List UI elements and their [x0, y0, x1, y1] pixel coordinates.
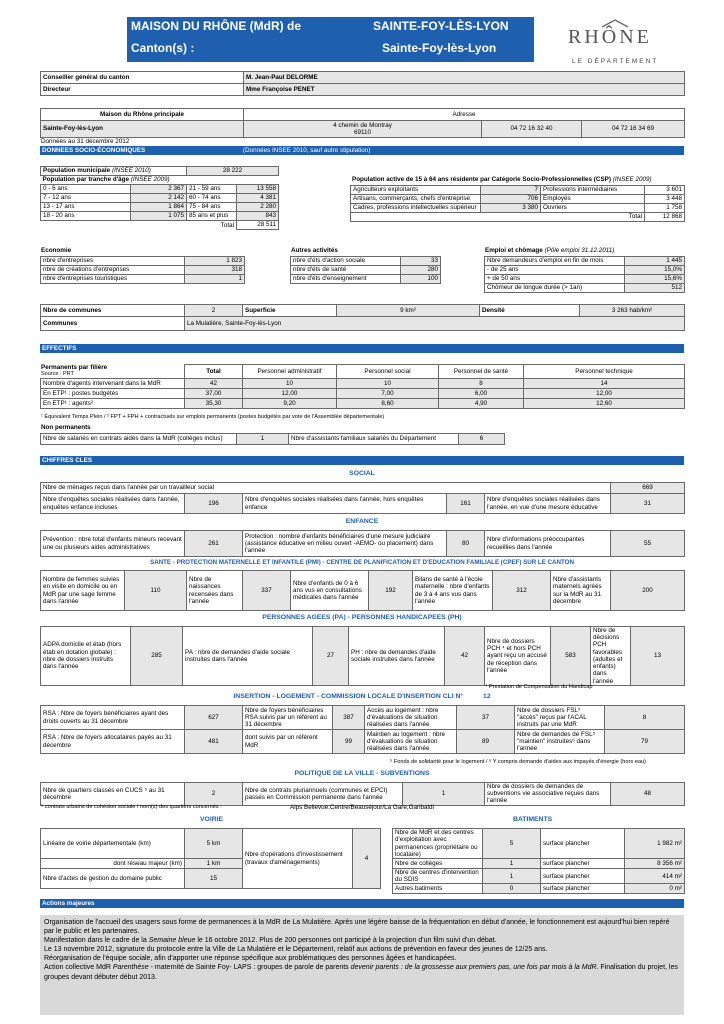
- economie-row: [41, 266, 245, 275]
- population-age-value: 843: [237, 212, 279, 221]
- pmi-naiss-value: 337: [243, 571, 291, 611]
- communes-sup-value: 9 km²: [337, 305, 480, 317]
- activites-label: nbre d'éts d'enseignement: [291, 275, 401, 284]
- batiments-count: 5: [483, 829, 541, 859]
- insertion-table: [40, 705, 685, 754]
- effectifs-cell: 4,90: [439, 399, 524, 409]
- population-age-value: 2 367: [131, 185, 187, 194]
- conseiller-value: M. Jean-Paul DELORME: [244, 72, 685, 84]
- section-bar-effectifs: EFFECTIFS: [40, 344, 684, 353]
- maison-name: Sainte-Foy-lès-Lyon: [41, 121, 244, 138]
- emploi-row: [485, 284, 685, 293]
- csp-value: 3 601: [645, 186, 685, 195]
- section-bar-socio: [40, 146, 684, 155]
- header-title-left-2: Canton(s) :: [131, 41, 195, 55]
- emploi-row: [485, 257, 685, 266]
- logo-sub: LE DÉPARTEMENT: [572, 58, 659, 65]
- batiments-title: BATIMENTS: [513, 816, 553, 823]
- population-row: [41, 194, 279, 203]
- rhone-logo: [560, 18, 685, 70]
- social-enq3-label: Nbre d'enquêtes sociales réalisées dans l'année, en vue d'une mesure éducative: [485, 494, 611, 514]
- population-age-label: Population par tranche d'âge (INSEE 2009): [42, 176, 170, 184]
- insertion-footnote: ⁵ Fonds de solidarité pour le logement / ⁶ Y compris demande d'aides aux impayés d'énergie (hors eau): [390, 759, 646, 765]
- effectifs-row-label: En ETP¹ : postes budgétés: [41, 389, 185, 399]
- emploi-value: 512: [625, 284, 685, 293]
- emploi-label: + de 50 ans: [485, 275, 625, 284]
- batiments-surf-label: surface plancher: [541, 884, 625, 894]
- batiments-surf-value: 0 m²: [625, 884, 685, 894]
- actions-box: [40, 915, 684, 1015]
- csp-label: Employés: [541, 195, 645, 204]
- population-value: 28 222: [187, 167, 279, 176]
- batiments-surf-label: surface plancher: [541, 859, 625, 869]
- effectifs-footnote: ¹ Équivalent Temps Plein / ² FPT + FPH + contractuels sur emplois permanents (postes budgétés par vote de l'Assemblée départementale): [41, 414, 385, 420]
- effectifs-cell: 8: [439, 379, 524, 389]
- ville-table: [40, 782, 685, 806]
- csp-value: 1 758: [645, 204, 685, 213]
- batiments-label: Autres batiments: [393, 884, 483, 894]
- effectifs-perm-src: Source : PRT: [41, 371, 74, 377]
- pa-ph-value: 42: [445, 627, 485, 686]
- population-table: [40, 166, 279, 230]
- insertion-maint-value: 89: [457, 730, 515, 754]
- insertion-title: INSERTION - LOGEMENT - COMMISSION LOCALE D'INSERTION CLI N°: [233, 693, 464, 700]
- ville-subv-label: Nbre de dossiers de demandes de subventions vie associative reçues dans l'année: [485, 783, 611, 806]
- communes-sup-label: Superficie: [243, 305, 337, 317]
- activites-table: [290, 256, 441, 284]
- effectifs-col-header: Personnel administratif: [243, 365, 337, 379]
- enfance-table: [40, 530, 685, 557]
- maison-col-address: Adresse: [244, 109, 685, 121]
- enfance-prev-label: Prévention : nbre total d'enfants mineurs recevant une ou plusieurs aides administratives: [41, 531, 185, 557]
- nonperm-table: [40, 433, 541, 445]
- communes-dens-label: Densité: [480, 305, 580, 317]
- population-total-label: Total: [220, 221, 235, 229]
- section-socio-note: (Données INSEE 2010, sauf autre stipulation): [243, 147, 371, 154]
- csp-value: 3 380: [481, 204, 541, 213]
- activites-row: [291, 266, 441, 275]
- economie-value: 1 823: [185, 257, 245, 266]
- insertion-dont-label: dont suivis par un référent MdR: [243, 730, 333, 754]
- activites-row: [291, 275, 441, 284]
- maison-fax: 04 72 16 34 69: [582, 121, 685, 138]
- maison-table: [40, 108, 685, 138]
- insertion-rsa2-label: RSA : Nbre de foyers allocataires payés au 31 décembre: [41, 730, 185, 754]
- batiments-surf-label: surface plancher: [541, 829, 625, 859]
- insertion-suivi-value: 387: [333, 706, 365, 730]
- enfance-title: ENFANCE: [345, 518, 379, 525]
- population-label: Population municipale (INSEE 2010): [41, 167, 187, 176]
- pmi-femmes-label: Nombre de femmes suivies en visite en domicile ou en MdR par une sage femme dans l'année: [41, 571, 125, 611]
- effectifs-row-label: Nombre d'agents intervenant dans la MdR: [41, 379, 185, 389]
- economie-row: [41, 275, 245, 284]
- ville-footnote: ⁵ contrats urbains de cohésion sociale / nom(s) des quartiers concernés :: [41, 804, 222, 810]
- effectifs-cell: 10: [243, 379, 337, 389]
- voirie-title: VOIRIE: [200, 816, 224, 823]
- activites-label: nbre d'éts d'action sociale: [291, 257, 401, 266]
- csp-row: [351, 186, 685, 195]
- nonperm-row-label: Nbre de salariés en contrats aidés dans la MdR (collèges inclus): [41, 434, 237, 445]
- emploi-label: Chômeur de longue durée (> 1an): [485, 284, 625, 293]
- ville-cucs-label: Nbre de quartiers classés en CUCS ⁵ au 31 décembre: [41, 783, 185, 806]
- enfance-info-label: Nbre d'informations préoccupantes recueillies dans l'année: [485, 531, 611, 557]
- pmi-consult-label: Nbre d'enfants de 0 à 6 ans vus en consultations médicales dans l'année: [291, 571, 369, 611]
- population-age-label: 75 - 84 ans: [187, 203, 237, 212]
- assist-label: Nbre d'assistants familiaux salariés du Département: [289, 434, 459, 445]
- economie-row: [41, 257, 245, 266]
- pa-footnote: ⁴ Prestation de Compensation du Handicap: [485, 684, 593, 690]
- social-title: SOCIAL: [349, 470, 375, 477]
- ville-contrats-label: Nbre de contrats pluriannuels (communes et EPCI) passés en Commission permanente dans l'année: [243, 783, 403, 806]
- pa-adpa-value: 285: [131, 627, 183, 686]
- social-menages-value: 669: [611, 483, 685, 494]
- activites-title: Autres activités: [291, 247, 338, 254]
- batiments-surf-label: surface plancher: [541, 869, 625, 884]
- batiments-row: [393, 869, 685, 884]
- insertion-suivi-label: Nbre de foyers bénéficiaires RSA suivis par un référent au 31 décembre: [243, 706, 333, 730]
- population-age-value: 13 558: [237, 185, 279, 194]
- economie-value: 1: [185, 275, 245, 284]
- batiments-surf-value: 8 356 m²: [625, 859, 685, 869]
- batiments-label: Nbre de collèges: [393, 859, 483, 869]
- population-age-label: 18 - 20 ans: [41, 212, 131, 221]
- insertion-fsl1-value: 8: [605, 706, 685, 730]
- voirie-lin-label: Linéaire de voirie départementale (km): [41, 829, 185, 859]
- csp-label: Professions intermédiaires: [541, 186, 645, 195]
- economie-title: Economie: [41, 247, 72, 254]
- conseiller-label: Conseiller général du canton: [41, 72, 244, 84]
- insertion-rsa2-value: 481: [185, 730, 243, 754]
- pa-adpa-label: ADPA domicile et étab (hors étab en dotation globale) : nbre de dossiers instruits dans l'année: [41, 627, 131, 686]
- batiments-row: [393, 884, 685, 894]
- effectifs-row-label: En ETP¹ : agents²: [41, 399, 185, 409]
- enfance-prot-label: Protection : nombre d'enfants bénéficiaires d'une mesure judiciaire (assistance éducative en milieu ouvert -AEMO- ou placement) dans l'année: [243, 531, 447, 557]
- social-enq2-label: Nbre d'enquêtes sociales réalisées dans l'année, hors enquêtes enfance: [243, 494, 447, 514]
- effectifs-cell: 37,00: [185, 389, 243, 399]
- pmi-table: [40, 570, 685, 611]
- insertion-acces-value: 37: [457, 706, 515, 730]
- enfance-prev-value: 261: [185, 531, 243, 557]
- effectifs-perm-label: Permanents par filière: [41, 364, 108, 371]
- effectifs-cell: 14: [524, 379, 685, 389]
- insertion-fsl1-label: Nbre de dossiers FSL⁵ "accès" reçus par l'ACAL instruits par une MdR: [515, 706, 605, 730]
- pmi-assmat-label: Nbre d'assistants maternels agréés sur la MdR au 31 décembre: [551, 571, 611, 611]
- pmi-naiss-label: Nbre de naissances recensées dans l'année: [187, 571, 243, 611]
- people-table: [40, 71, 685, 96]
- emploi-label: - de 25 ans: [485, 266, 625, 275]
- voirie-maj-label: dont réseau majeur (km): [41, 859, 185, 869]
- maison-address-line2: 69110: [353, 129, 372, 136]
- actions-p2: Manifestation dans le cadre de la Semaine bleue le 16 octobre 2012. Plus de 200 personnes ont participé à la projection d'un film suivi d'un débat.: [44, 937, 497, 945]
- economie-label: nbre d'entreprises: [41, 257, 185, 266]
- header-banner: [127, 17, 534, 62]
- population-age-value: 2 142: [131, 194, 187, 203]
- social-enq1-value: 196: [185, 494, 243, 514]
- voirie-maj-value: 1 km: [185, 859, 243, 869]
- batiments-surf-value: 414 m²: [625, 869, 685, 884]
- enfance-prot-value: 80: [447, 531, 485, 557]
- communes-nb-value: 2: [185, 305, 243, 317]
- maison-phone: 04 72 16 32 40: [482, 121, 582, 138]
- population-total-value: 28 511: [237, 221, 279, 230]
- ville-subv-value: 48: [611, 783, 685, 806]
- pmi-consult-value: 192: [369, 571, 413, 611]
- effectifs-nonperm-label: Non permanents: [41, 424, 91, 431]
- ville-title: POLITIQUE DE LA VILLE - SUBVENTIONS: [294, 770, 430, 777]
- pa-title: PERSONNES AGEES (PA) - PERSONNES HANDICAPEES (PH): [262, 614, 462, 621]
- date-line: Données au 31 décembre 2012: [41, 138, 130, 145]
- communes-nb-label: Nbre de communes: [41, 305, 185, 317]
- voirie-ops-label: Nbre d'opérations d'investissement (travaux d'aménagements): [243, 829, 353, 889]
- section-socio-title: DONNEES SOCIO-ÉCONOMIQUES: [42, 147, 146, 154]
- insertion-rsa1-label: RSA : Nbre de foyers bénéficiaires ayant des droits ouverts au 31 décembre: [41, 706, 185, 730]
- csp-total-label: Total: [351, 213, 645, 222]
- emploi-value: 15,6%: [625, 275, 685, 284]
- batiments-label: Nbre de centres d'intervention du SDIS: [393, 869, 483, 884]
- insertion-maint-label: Maintien au logement : nbre d'évaluations de situation réalisées dans l'année: [365, 730, 457, 754]
- population-age-label: 7 - 12 ans: [41, 194, 131, 203]
- effectifs-row: [41, 389, 685, 399]
- csp-row: [351, 204, 685, 213]
- pmi-assmat-value: 200: [611, 571, 685, 611]
- voirie-act-value: 15: [185, 869, 243, 889]
- effectifs-cell: 6,00: [439, 389, 524, 399]
- voirie-ops-value: 4: [353, 829, 381, 889]
- batiments-label: Nbre de MdR et des centres d'exploitation avec permanences (propriétaire ou locataire): [393, 829, 483, 859]
- social-enq3-value: 31: [611, 494, 685, 514]
- emploi-table: [484, 256, 685, 293]
- population-age-value: 1 864: [131, 203, 187, 212]
- csp-label: Cadres, professions intellectuelles supérieur: [351, 204, 481, 213]
- pmi-femmes-value: 110: [125, 571, 187, 611]
- actions-p1: Organisation de l'accueil des usagers sous forme de permanences à la MdR de La Mulatière. Après une légère baisse de la fréquentation en début d'année, le fonctionnement est aujourd'hui bien repéré par le public et les partenaires.: [44, 919, 670, 936]
- population-age-value: 2 280: [237, 203, 279, 212]
- activites-label: nbre d'éts de santé: [291, 266, 401, 275]
- batiments-surf-value: 1 982 m²: [625, 829, 685, 859]
- csp-row: [351, 195, 685, 204]
- population-age-label: 13 - 17 ans: [41, 203, 131, 212]
- emploi-row: [485, 275, 685, 284]
- csp-value: 706: [481, 195, 541, 204]
- population-age-value: 1 075: [131, 212, 187, 221]
- pa-aide-value: 27: [313, 627, 349, 686]
- voirie-act-label: Nbre d'actes de gestion du domaine public: [41, 869, 185, 889]
- maison-address-line1: 4 chemin de Montray: [333, 121, 392, 129]
- actions-p5: Action collective MdR Parenthèse - maternité de Sainte Foy- LAPS : groupes de parole de parents devenir parents : de la grossesse aux premiers pas, une fois par mois à la MdR. Finalisation du projet, les groupes devant débuter début 2013.: [44, 964, 678, 981]
- batiments-row: [393, 829, 685, 859]
- directeur-value: Mme Françoise PENET: [244, 84, 685, 96]
- ville-cucs-value: 2: [185, 783, 243, 806]
- population-age-label: 85 ans et plus: [187, 212, 237, 221]
- social-enq1-label: Nbre d'enquêtes sociales réalisées dans l'année, enquêtes enfance incluses: [41, 494, 185, 514]
- insertion-rsa1-value: 627: [185, 706, 243, 730]
- effectifs-cell: 10: [337, 379, 439, 389]
- pmi-title: SANTE - PROTECTION MATERNELLE ET INFANTILE (PMI) - CENTRE DE PLANIFICATION ET D'EDUCATION FAMILIALE (CPEF) SUR LE CANTON: [150, 559, 574, 566]
- batiments-table: [392, 828, 685, 894]
- insertion-cli-number: 12: [483, 693, 491, 700]
- effectifs-col-header: Total: [185, 365, 243, 379]
- effectifs-cell: 12,00: [524, 389, 685, 399]
- csp-label: Artisans, commerçants, chefs d'entreprise: [351, 195, 481, 204]
- emploi-label: Nbre demandeurs d'emploi en fin de mois: [485, 257, 625, 266]
- batiments-count: 1: [483, 859, 541, 869]
- header-title-left-1: MAISON DU RHÔNE (MdR) de: [131, 19, 301, 33]
- effectifs-cell: 35,30: [185, 399, 243, 409]
- csp-title: Population active de 15 à 64 ans résidente par Catégorie Socio-Professionnelles (CSP) (INSEE 2009): [352, 176, 652, 183]
- emploi-value: 15,0%: [625, 266, 685, 275]
- enfance-info-value: 55: [611, 531, 685, 557]
- effectifs-cell: 8,60: [337, 399, 439, 409]
- pa-table: [40, 626, 685, 686]
- emploi-title: Emploi et chômage (Pôle emploi 31.12.2011): [485, 247, 615, 254]
- voirie-lin-value: 5 km: [185, 829, 243, 859]
- effectifs-cell: 42: [185, 379, 243, 389]
- effectifs-col-header: Personnel de santé: [439, 365, 524, 379]
- insertion-dont-value: 99: [333, 730, 365, 754]
- maison-col-name: Maison du Rhône principale: [41, 109, 244, 121]
- population-row: [41, 203, 279, 212]
- economie-value: 318: [185, 266, 245, 275]
- ville-quartiers: Alps Bellevue,Centre/Beauséjour/La Gare,Garibaldi: [290, 804, 434, 811]
- communes-dens-value: 3 263 hab/km²: [580, 305, 685, 317]
- pa-pch-value: 583: [551, 627, 591, 686]
- csp-table: [350, 185, 685, 222]
- actions-p4: Réorganisation de l'équipe sociale, afin d'apporter une réponse spécifique aux problématiques des personnes âgées et handicapées.: [44, 955, 457, 963]
- communes-table: [40, 304, 685, 331]
- pa-fav-value: 13: [631, 627, 685, 686]
- assist-value: 6: [459, 434, 505, 445]
- section-bar-chiffres: CHIFFRES CLES: [40, 456, 684, 465]
- csp-value: 7: [481, 186, 541, 195]
- insertion-title-row: [40, 693, 684, 701]
- effectifs-table: [40, 364, 685, 409]
- effectifs-cell: 7,00: [337, 389, 439, 399]
- population-age-label: 60 - 74 ans: [187, 194, 237, 203]
- logo-word: RHÔNE: [568, 26, 652, 48]
- population-age-value: 4 381: [237, 194, 279, 203]
- emploi-row: [485, 266, 685, 275]
- insertion-fsl2-value: 79: [605, 730, 685, 754]
- pmi-bilans-value: 312: [493, 571, 551, 611]
- pa-aide-label: PA : nbre de demandes d'aide sociale instruites dans l'année: [183, 627, 313, 686]
- population-age-label: 0 - 6 ans: [41, 185, 131, 194]
- activites-row: [291, 257, 441, 266]
- social-menages-label: Nbre de ménages reçus dans l'année par un travailleur social: [41, 483, 611, 494]
- pmi-bilans-label: Bilans de santé à l'école maternelle : nbre d'enfants de 3 à 4 ans vus dans l'année: [413, 571, 493, 611]
- communes-list-label: Communes: [41, 317, 185, 331]
- activites-value: 280: [401, 266, 441, 275]
- effectifs-col-header: Personnel technique: [524, 365, 685, 379]
- communes-list-value: La Mulatière, Sainte-Foy-lès-Lyon: [185, 317, 685, 331]
- pa-fav-label: Nbre de décisions PCH favorables (adultes et enfants) dans l'année: [591, 627, 631, 686]
- effectifs-cell: 12,00: [243, 389, 337, 399]
- directeur-label: Directeur: [41, 84, 244, 96]
- effectifs-cell: 12,60: [524, 399, 685, 409]
- effectifs-row: [41, 399, 685, 409]
- batiments-row: [393, 859, 685, 869]
- csp-label: Ouvriers: [541, 204, 645, 213]
- pa-ph-label: PH : nbre de demandes d'aide sociale instruites dans l'année: [349, 627, 445, 686]
- header-title-right-2: Sainte-Foy-lès-Lyon: [382, 41, 497, 55]
- header-title-right-1: SAINTE-FOY-LÈS-LYON: [373, 19, 509, 33]
- nonperm-row-value: 1: [237, 434, 289, 445]
- batiments-count: 1: [483, 869, 541, 884]
- pa-pch-label: Nbre de dossiers PCH ⁴ et hors PCH ayant reçu un accusé de réception dans l'année: [485, 627, 551, 686]
- economie-label: nbre de créations d'entreprises: [41, 266, 185, 275]
- batiments-count: 0: [483, 884, 541, 894]
- economie-table: [40, 256, 245, 284]
- maison-address: [244, 121, 482, 138]
- activites-value: 33: [401, 257, 441, 266]
- effectifs-col-header: Personnel social: [337, 365, 439, 379]
- social-table: [40, 482, 685, 514]
- population-row: [41, 185, 279, 194]
- emploi-value: 1 445: [625, 257, 685, 266]
- csp-value: 3 448: [645, 195, 685, 204]
- voirie-table: [40, 828, 381, 889]
- ville-contrats-value: 1: [403, 783, 485, 806]
- actions-p3: Le 13 novembre 2012, signature du protocole entre la Ville de La Mulatière et le Département, relatif aux actions de prévention en faveur des jeunes de 12/25 ans.: [44, 946, 548, 954]
- social-enq2-value: 161: [447, 494, 485, 514]
- insertion-acces-label: Accès au logement : nbre d'évaluations de situation réalisées dans l'année: [365, 706, 457, 730]
- effectifs-row: [41, 379, 685, 389]
- economie-label: nbre d'entreprises touristiques: [41, 275, 185, 284]
- section-bar-actions: Actions majeures: [40, 899, 684, 908]
- csp-total-value: 12 868: [645, 213, 685, 222]
- csp-label: Agriculteurs exploitants: [351, 186, 481, 195]
- population-age-label: 21 - 59 ans: [187, 185, 237, 194]
- effectifs-cell: 9,20: [243, 399, 337, 409]
- population-row: [41, 212, 279, 221]
- activites-value: 100: [401, 275, 441, 284]
- insertion-fsl2-label: Nbre de demandes de FSL⁵ "maintien" instruites⁶ dans l'année: [515, 730, 605, 754]
